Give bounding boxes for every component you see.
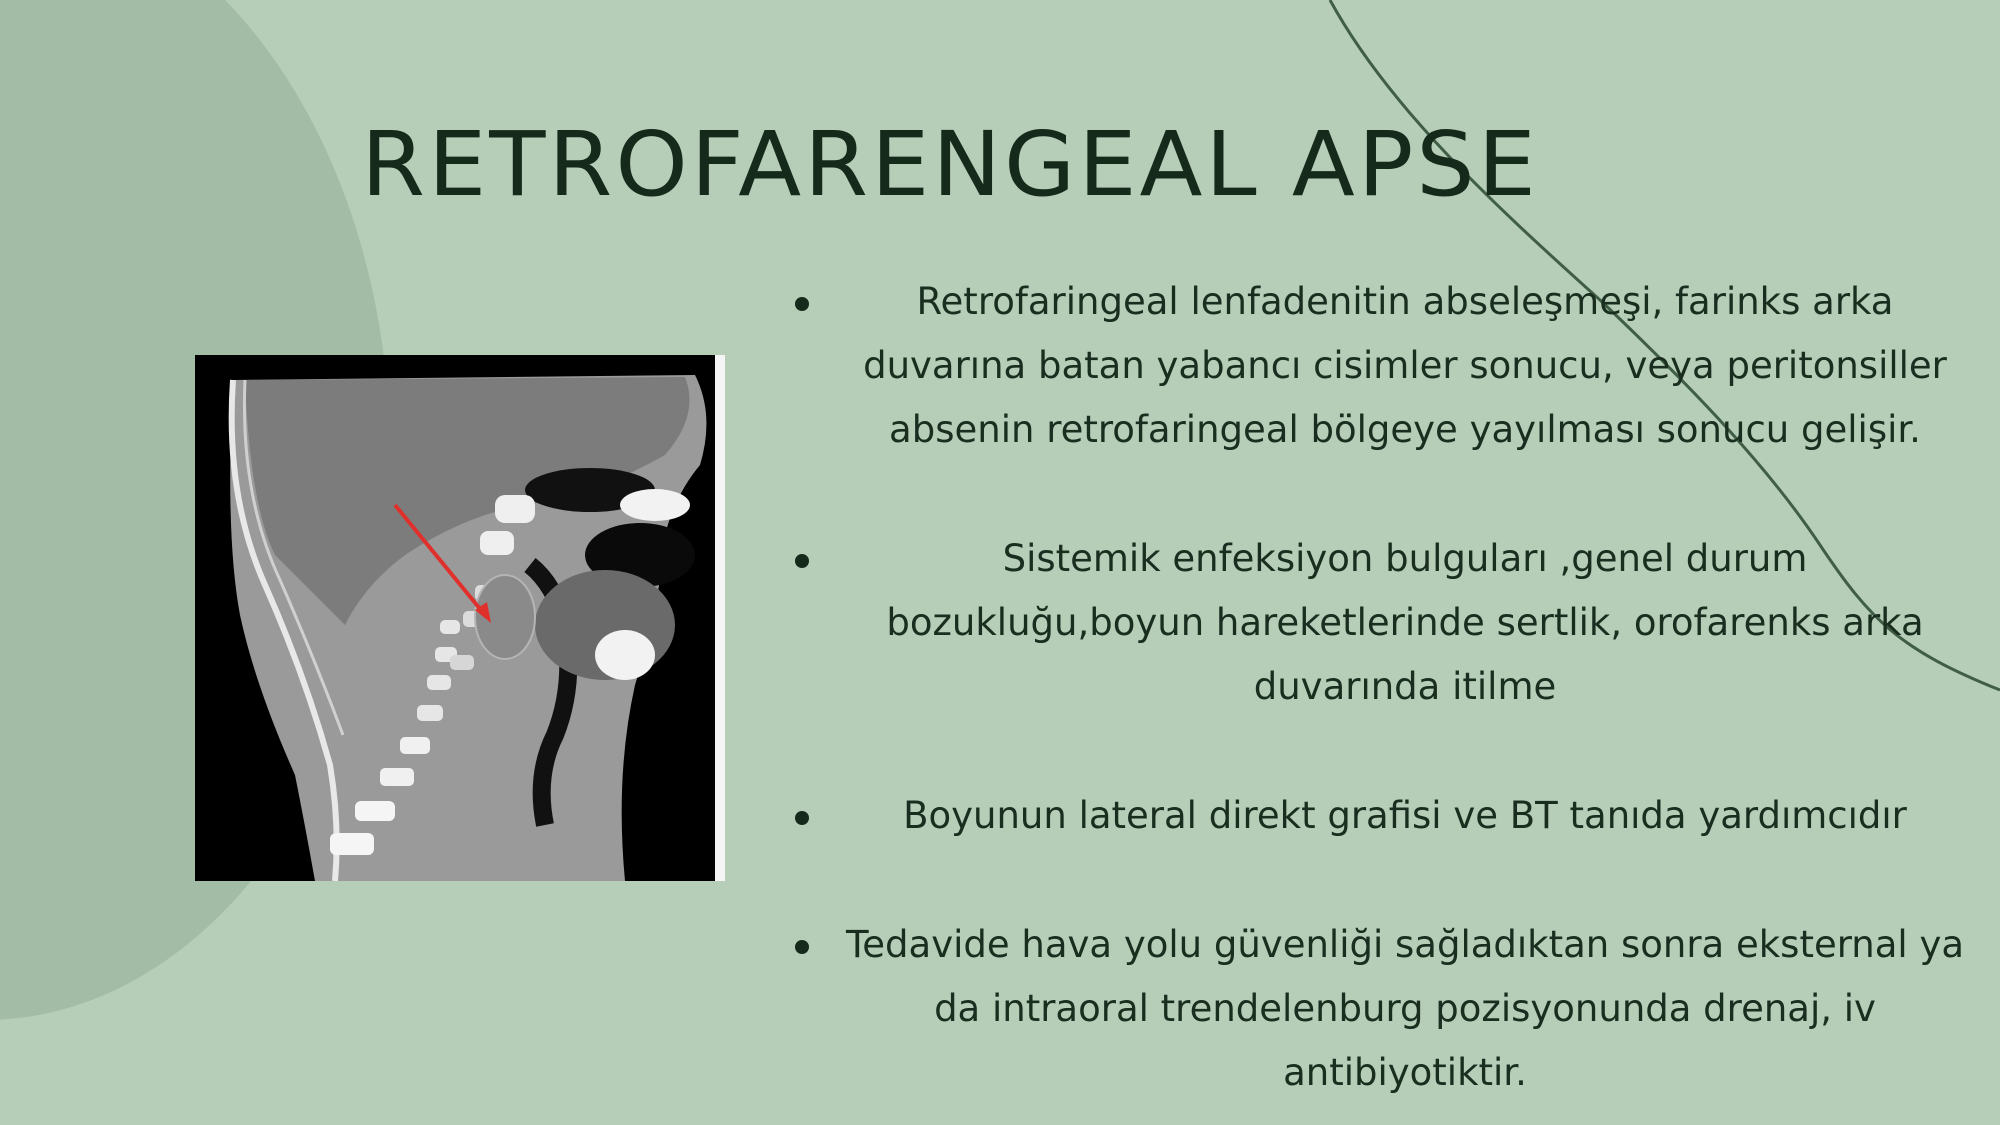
bullet-item [780, 270, 1970, 462]
bullet-text: Retrofaringeal lenfadenitin abseleşmeşi, farinks arka duvarına batan yabancı cisimler sonucu, veya peritonsiller absenin retrofaringeal bölgeye yayılması sonucu gelişir. [863, 280, 1947, 451]
slide-title: RETROFARENGEAL APSE [361, 112, 1539, 217]
bullet-text: Tedavide hava yolu güvenliği sağladıktan sonra eksternal ya da intraoral trendelenburg pozisyonunda drenaj, iv antibiyotiktir. [845, 923, 1965, 1094]
bullet-item [780, 913, 1970, 1105]
bullet-item [780, 784, 1970, 848]
bullet-item [780, 527, 1970, 719]
bullet-dot-icon [795, 297, 809, 311]
ct-scan-icon [195, 355, 725, 881]
ct-scan-image [195, 355, 725, 881]
bullet-dot-icon [795, 940, 809, 954]
bullet-dot-icon [795, 554, 809, 568]
bullet-text: Boyunun lateral direkt grafisi ve BT tanıda yardımcıdır [903, 794, 1907, 837]
bullet-dot-icon [795, 811, 809, 825]
bullet-text: Sistemik enfeksiyon bulguları ,genel durum bozukluğu,boyun hareketlerinde sertlik, orofarenks arka duvarında itilme [886, 537, 1924, 708]
